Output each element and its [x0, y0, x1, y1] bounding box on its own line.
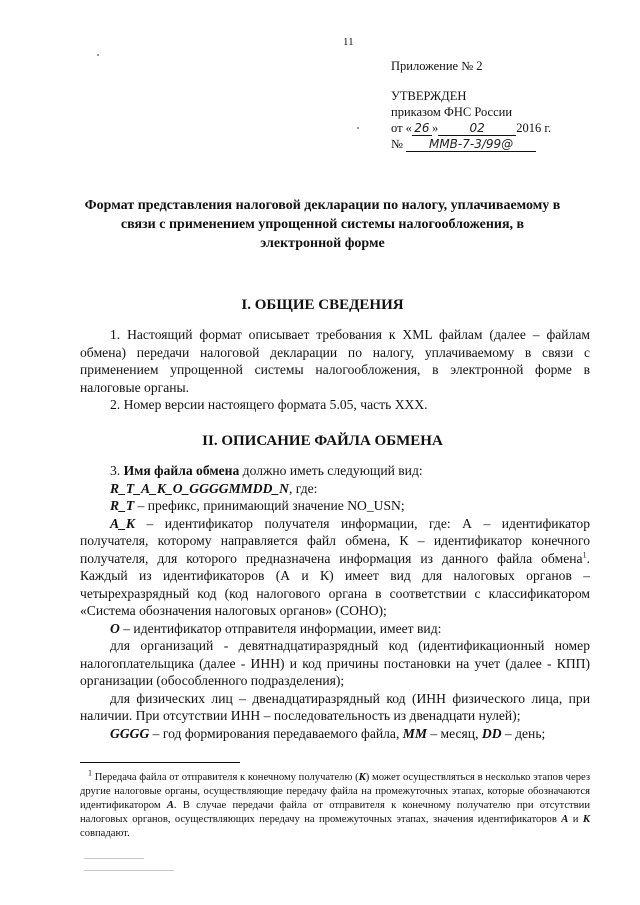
- footnote: $^1$ Передача файла от отправителя к конечному получателю (К) может осуществляться в несколько этапов через другие налоговые органы, осуществляющие передачу файла на промежуточных этапах, которые обозначаются идентификатором А. В случае передачи файла от отправителя к конечному получателю при отсутствии налоговых органов, осуществляющих передачу на промежуточных этапах, значения идентификаторов А и К совпадают.: [80, 768, 591, 839]
- paragraph-2: 2. Номер версии настоящего формата 5.05, часть XXX.: [110, 397, 428, 412]
- paragraph-3: 3. Имя файла обмена должно иметь следующий вид:: [110, 463, 423, 478]
- appendix-label: Приложение № 2: [391, 59, 483, 73]
- section-general-body: [80, 326, 590, 414]
- paragraph-1: 1. Настоящий формат описывает требования к XML файлам (далее – файлам обмена) передачи налоговой декларации по налогу, уплачиваемому в связи с применением упрощенной системы налогообложения, в электронной форме в налоговые органы.: [80, 327, 590, 395]
- section-heading-exchange-file: II. ОПИСАНИЕ ФАЙЛА ОБМЕНА: [202, 433, 443, 449]
- approval-date: от « 26 » 02 2016 г.: [391, 121, 552, 135]
- footnote-ref: 1: [582, 549, 587, 559]
- scan-speck: [97, 54, 99, 56]
- sender-individuals: для физических лиц – двенадцатиразрядный код (ИНН физического лица, при наличии. При отсутствии ИНН – последовательность из двенадцати нулей);: [80, 690, 590, 723]
- recipient-definition: A_K – идентификатор получателя информации, где: А – идентификатор получателя, которому направляется файл обмена, К – идентификатор конечного получателя, для которого предназначена информация из данного файла обмена$^1$. Каждый из идентификаторов (А и К) имеет вид для налоговых органов – четырехразрядный код (код налогового органа в соответствии с классификатором «Система обозначения налоговых органов» (СОНО);: [80, 515, 590, 618]
- registration-stamp: [84, 852, 174, 871]
- scan-speck: [357, 127, 359, 129]
- approval-month: 02: [438, 121, 516, 136]
- approval-number: № ММВ-7-3/99@: [391, 136, 551, 152]
- approval-day: 26: [412, 121, 432, 136]
- order-number: ММВ-7-3/99@: [406, 137, 536, 152]
- approved-by-order: приказом ФНС России: [391, 105, 513, 119]
- date-definition: GGGG – год формирования передаваемого файла, MM – месяц, DD – день;: [110, 725, 546, 741]
- section-heading-general: I. ОБЩИЕ СВЕДЕНИЯ: [241, 297, 404, 313]
- page-number: 11: [343, 36, 354, 48]
- approved-label: УТВЕРЖДЕН: [391, 89, 467, 103]
- file-name-pattern: R_T_A_K_O_GGGGMMDD_N, где:: [110, 480, 318, 496]
- prefix-definition: R_T – префикс, принимающий значение NO_USN;: [110, 498, 405, 513]
- document-title: Формат представления налоговой декларации по налогу, уплачиваемому в связи с применением упрощенной системы налогообложения, в электронной форме: [84, 198, 561, 251]
- footnote-separator: [80, 762, 240, 763]
- section-exchange-body: [80, 462, 590, 742]
- sender-organizations: для организаций - девятнадцатиразрядный код (идентификационный номер налогоплательщика (далее - ИНН) и код причины постановки на учет (далее - КПП) организации (обособленного подразделения);: [80, 638, 590, 688]
- approval-block: [391, 58, 551, 152]
- sender-definition: O – идентификатор отправителя информации, имеет вид:: [110, 620, 442, 636]
